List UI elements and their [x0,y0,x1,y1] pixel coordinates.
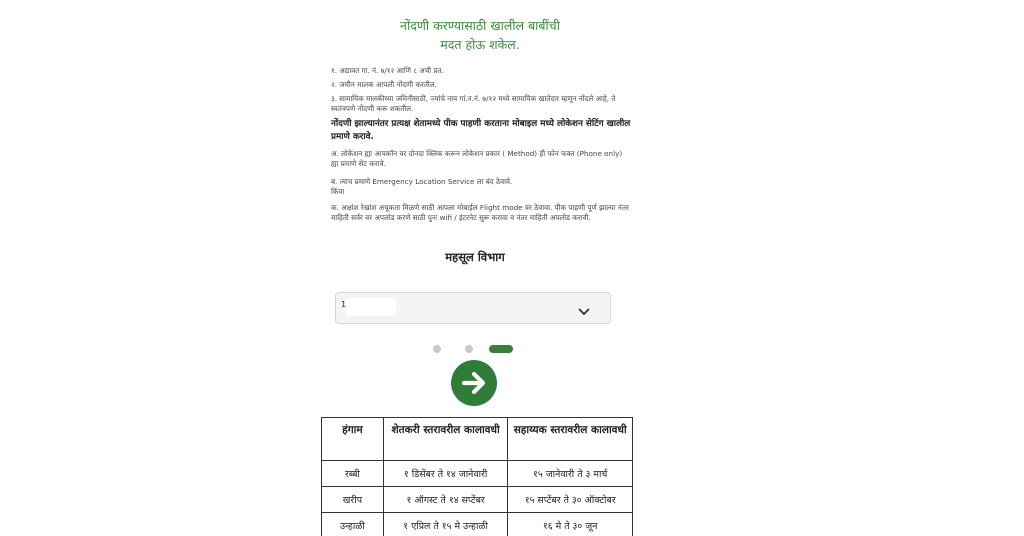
section-title: महसूल विभाग [445,250,505,264]
table-row [322,487,633,513]
season-cell: उन्हाळी [322,513,384,536]
assistant-period-cell: १५ सप्टेंबर ते ३० ऑक्टोबर [508,487,633,513]
farmer-period-cell: १ एप्रिल ते १५ मे उन्हाळी [383,513,508,536]
note-a: अ. लोकेशन ह्या आयकॉन वर दोनदा क्लिक करून लोकेशन प्रकार ( Method) ही फोन फक्त (Phone only) ह्या प्रमाणे सेट करावे. [331,149,623,168]
note-2: २. जमीन मालक आपली नोंदणी करतील. [331,80,437,89]
table-header-row [322,418,633,461]
season-cell: खरीप [322,487,384,513]
pager-dot-2[interactable] [465,345,473,353]
department-select-value: 1 [341,300,347,309]
assistant-period-cell: १६ मे ते ३० जून [508,513,633,536]
note-b: ब. त्याच प्रमाणे Emergency Location Service ला बंद ठेवावे. [331,177,513,186]
next-button[interactable] [451,360,497,406]
table-row [322,461,633,487]
header-farmer-period: शेतकरी स्तरावरील कालावधी [383,418,508,461]
arrow-right-icon [460,369,488,397]
note-3: ३. सामायिक मालकीच्या जमिनीसाठी, ज्यांचे नाव गां.न.नं. ७/१२ मध्ये सामायिक खातेदार म्हणून नोंदले आहे, ते स्वतंत्रपणे नोंदणी करू शकतील. [331,94,616,113]
pager-dot-1[interactable] [433,345,441,353]
requirements-notes [331,66,631,227]
location-settings-heading: नोंदणी झाल्यानंतर प्रत्यक्ष शेतामध्ये पीक पाहणी करताना मोबाइल मध्ये लोकेशन सेटिंग खालील प्रमाणे करावे. [331,119,631,142]
note-k: क. अक्षांश रेखांश अचूकता मिळणे साठी आपला मोबाईल Flight mode वर ठेवावा. पीक पाहणी पूर्ण झाल्या नंतर माहिती सर्वर वर अपलोड करणे साठी पुनः wifi / इंटरनेट सुरू करावा व नंतर माहिती अपलोड करावी. [331,203,629,222]
farmer-period-cell: १ डिसेंबर ते १४ जानेवारी [383,461,508,487]
season-schedule-table [321,417,633,536]
note-or: किंवा [331,187,345,196]
farmer-period-cell: १ ऑगस्ट ते १४ सप्टेंबर [383,487,508,513]
assistant-period-cell: १५ जानेवारी ते ३ मार्च [508,461,633,487]
pager-dot-3-active[interactable] [489,345,513,353]
table-row [322,513,633,536]
note-1: १. अद्यावत गा. नं. ७/१२ आणि ८ अची प्रत. [331,66,444,75]
info-heading-line-1: नोंदणी करण्यासाठी खालील बाबींची [400,18,560,33]
info-heading-line-2: मदत होऊ शकेल. [440,37,520,52]
header-season: हंगाम [322,418,384,461]
info-heading [330,16,630,54]
chevron-down-icon [578,301,590,320]
redacted-value-mask [346,298,396,316]
season-cell: रब्बी [322,461,384,487]
department-select[interactable] [335,292,611,324]
header-assistant-period: सहाय्यक स्तरावरील कालावधी [508,418,633,461]
